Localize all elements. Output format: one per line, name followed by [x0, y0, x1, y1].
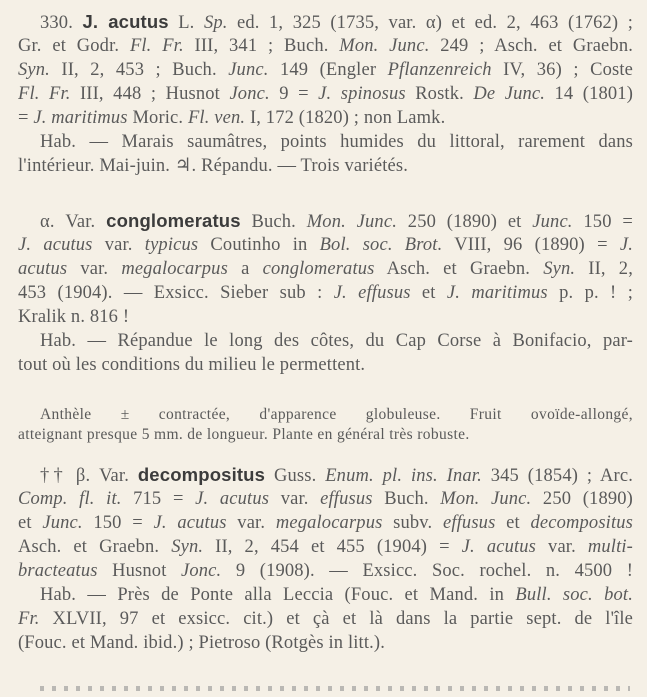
variety-beta-line-1: †† β. Var. decompositus Guss. Enum. pl. ins. Inar. 345 (1854) ; Arc. — [40, 464, 633, 486]
variety-alpha-line-2: J. acutus var. typicus Coutinho in Bol. soc. Brot. VIII, 96 (1890) = J. — [18, 235, 633, 255]
variety-alpha-line-5: Kralik n. 816 ! — [18, 307, 130, 327]
variety-beta-line-5: bracteatus Husnot Jonc. 9 (1908). — Exsicc. Soc. rochel. n. 4500 ! — [18, 561, 633, 581]
cut-off-text-fragment — [40, 686, 630, 697]
species-330-entry — [18, 10, 633, 178]
habitat-alpha-line-2: tout où les conditions du milieu le permettent. — [18, 355, 366, 375]
variety-alpha-note — [18, 405, 633, 445]
note-alpha-line-1: Anthèle ± contractée, d'apparence globuleuse. Fruit ovoïde-allongé, — [40, 406, 633, 423]
habitat-330-line-1: Hab. — Marais saumâtres, points humides du littoral, rarement dans — [40, 132, 633, 152]
note-alpha-line-2: atteignant presque 5 mm. de longueur. Plante en général très robuste. — [18, 426, 470, 443]
variety-alpha-line-4: 453 (1904). — Exsicc. Sieber sub : J. effusus et J. maritimus p. p. ! ; — [18, 283, 633, 303]
variety-beta-entry — [18, 463, 633, 655]
variety-alpha-entry — [18, 209, 633, 377]
species-name: J. acutus — [82, 11, 169, 32]
variety-alpha-line-1: α. Var. conglomeratus Buch. Mon. Junc. 250 (1890) et Junc. 150 = — [40, 210, 633, 232]
variety-beta-line-4: Asch. et Graebn. Syn. II, 2, 454 et 455 (1904) = J. acutus var. multi- — [18, 537, 633, 557]
variety-name: decompositus — [137, 464, 266, 485]
variety-alpha-line-3: acutus var. megalocarpus a conglomeratus Asch. et Graebn. Syn. II, 2, — [18, 259, 633, 279]
habitat-beta-line-1: Hab. — Près de Ponte alla Leccia (Fouc. et Mand. in Bull. soc. bot. — [40, 585, 633, 605]
species-330-line-3: Syn. II, 2, 453 ; Buch. Junc. 149 (Engler Pflanzenreich IV, 36) ; Coste — [18, 60, 633, 80]
habitat-beta-line-3: (Fouc. et Mand. ibid.) ; Pietroso (Rotgès in litt.). — [18, 633, 385, 653]
habitat-beta-line-2: Fr. XLVII, 97 et exsicc. cit.) et çà et là dans la partie sept. de l'île — [18, 609, 633, 629]
species-330-line-2: Gr. et Godr. Fl. Fr. III, 341 ; Buch. Mon. Junc. 249 ; Asch. et Graebn. — [18, 36, 633, 56]
habitat-330-line-2: l'intérieur. Mai-juin. ♃. Répandu. — Trois variétés. — [18, 156, 408, 176]
species-330-line-1: 330. J. acutus L. Sp. ed. 1, 325 (1735, var. α) et ed. 2, 463 (1762) ; — [40, 11, 633, 33]
variety-beta-line-3: et Junc. 150 = J. acutus var. megalocarpus subv. effusus et decompositus — [18, 513, 633, 533]
habitat-alpha-line-1: Hab. — Répandue le long des côtes, du Cap Corse à Bonifacio, par- — [40, 331, 633, 351]
variety-beta-line-2: Comp. fl. it. 715 = J. acutus var. effusus Buch. Mon. Junc. 250 (1890) — [18, 489, 633, 509]
species-330-line-5: = J. maritimus Moric. Fl. ven. I, 172 (1820) ; non Lamk. — [18, 108, 446, 128]
species-330-line-4: Fl. Fr. III, 448 ; Husnot Jonc. 9 = J. spinosus Rostk. De Junc. 14 (1801) — [18, 84, 633, 104]
variety-name: conglomeratus — [106, 210, 241, 231]
